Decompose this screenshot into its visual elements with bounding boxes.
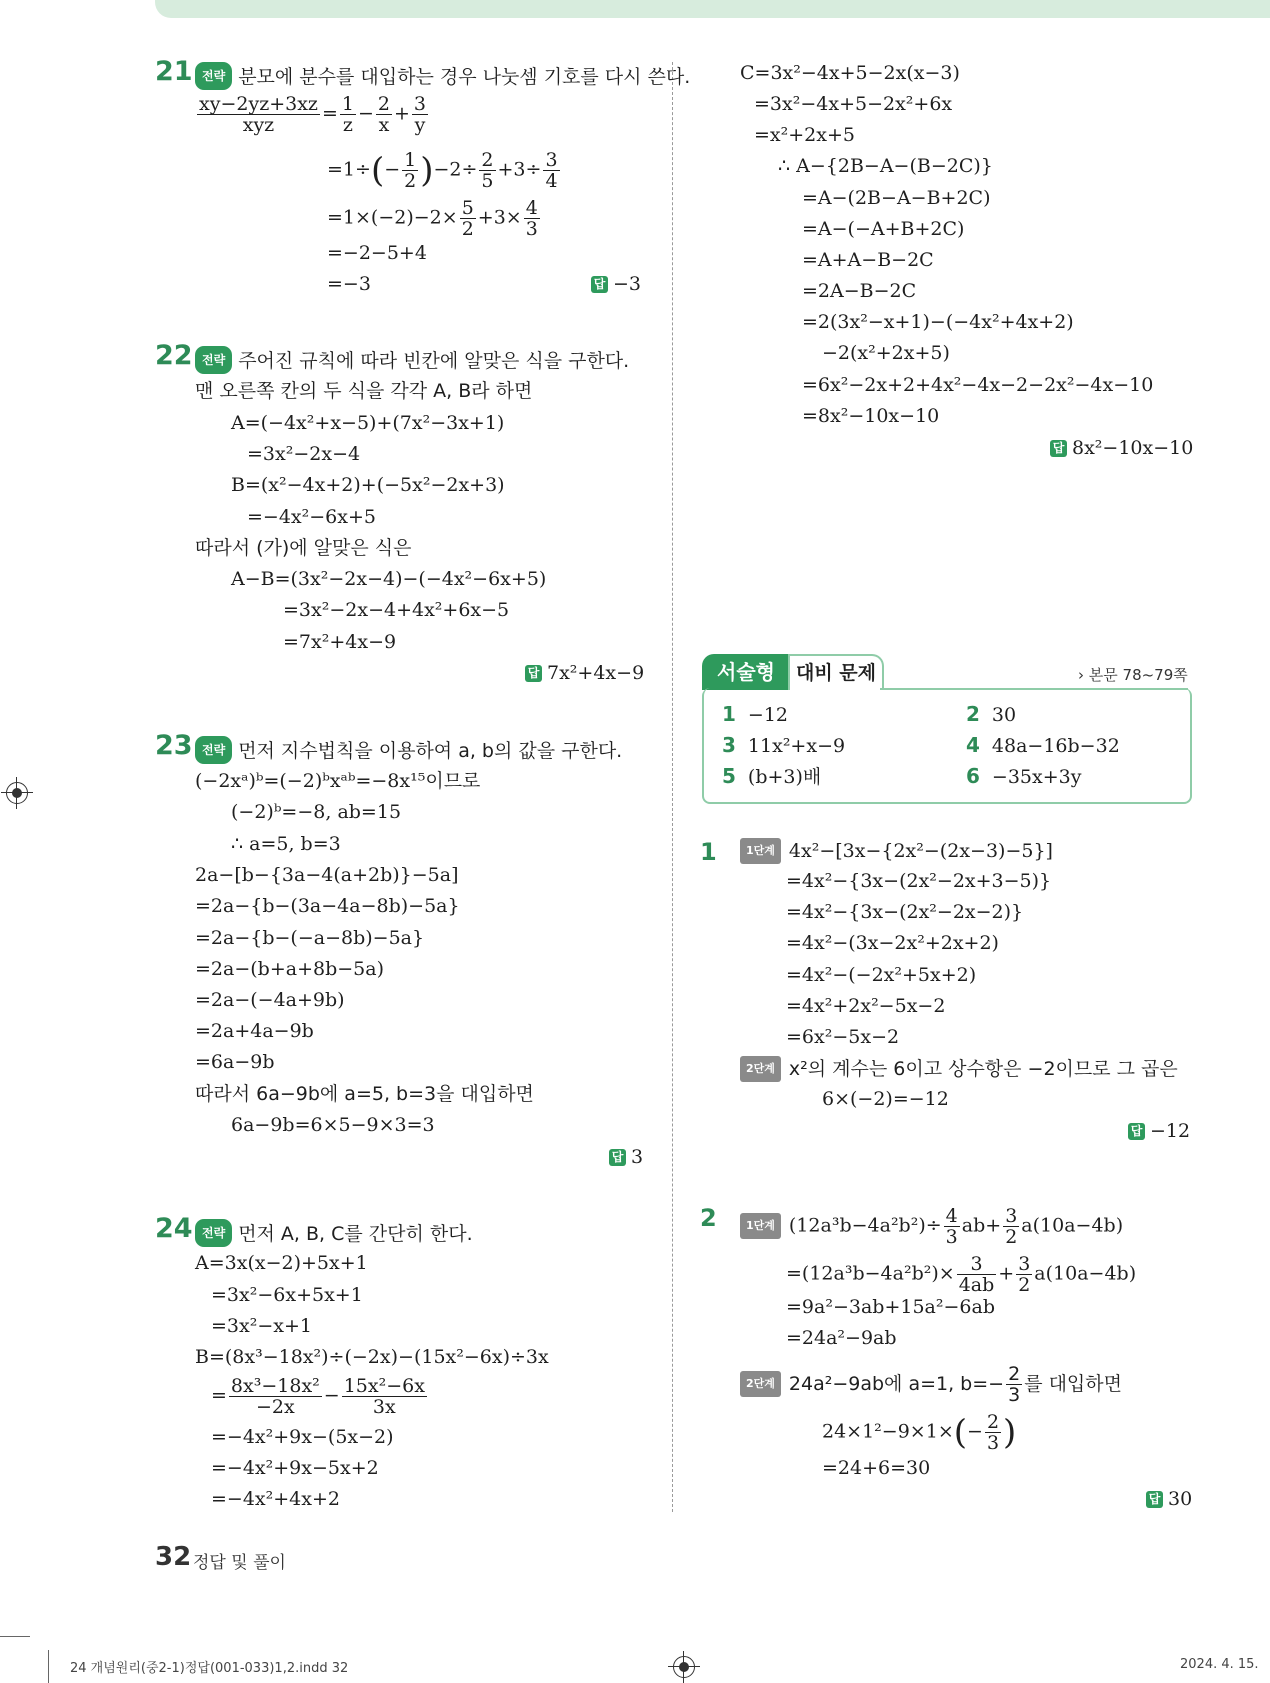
column-divider (672, 62, 673, 1512)
solution-1-number: 1 (700, 838, 717, 866)
p24c-line-11: =6x²−2x+2+4x²−4x−2−2x²−4x−10 (802, 374, 1154, 396)
problem-23-strategy (195, 736, 622, 764)
chevron-right-icon: › (1078, 666, 1084, 684)
p24c-line-12: =8x²−10x−10 (802, 405, 940, 427)
strategy-badge: 전략 (195, 62, 232, 90)
p24-line-8: =−4x²+4x+2 (211, 1488, 340, 1510)
strategy-text: 먼저 A, B, C를 간단히 한다. (238, 1223, 473, 1245)
registration-mark-icon (6, 782, 28, 804)
registration-mark-icon (673, 1656, 695, 1678)
p23-answer: 답 3 (609, 1145, 643, 1169)
step-badge: 1단계 (740, 838, 781, 864)
print-date: 2024. 4. 15. (1180, 1657, 1259, 1672)
p24-line-4: B=(8x³−18x²)÷(−2x)−(15x²−6x)÷3x (195, 1346, 549, 1368)
s1-line-7: =6x²−5x−2 (786, 1026, 900, 1048)
p24-answer: 답 8x²−10x−10 (1050, 436, 1193, 460)
summary-item: 2 30 (966, 702, 1017, 726)
summary-box (702, 688, 1192, 804)
p22-line-8: =7x²+4x−9 (283, 631, 397, 653)
answer-badge: 답 (1146, 1491, 1163, 1508)
answer-badge: 답 (609, 1149, 626, 1166)
problem-21-strategy (195, 62, 690, 90)
crop-mark (48, 1650, 49, 1683)
strategy-text: 먼저 지수법칙을 이용하여 a, b의 값을 구한다. (238, 740, 623, 762)
p24c-line-9: =2(3x²−x+1)−(−4x²+4x+2) (802, 311, 1074, 333)
summary-tab-label-2: 대비 문제 (788, 654, 884, 690)
summary-reference: › 본문 78~79쪽 (1078, 666, 1188, 684)
strategy-badge: 전략 (195, 736, 232, 764)
p23-line-1: (−2xᵃ)ᵇ=(−2)ᵇxᵃᵇ=−8x¹⁵이므로 (195, 770, 481, 792)
p24c-line-8: =2A−B−2C (802, 280, 917, 302)
p23-line-2: (−2)ᵇ=−8, ab=15 (231, 801, 402, 823)
solution-2-number: 2 (700, 1204, 717, 1232)
problem-23-number: 23 (155, 730, 193, 761)
problem-21-number: 21 (155, 56, 193, 87)
p22-line-5: 따라서 (가)에 알맞은 식은 (195, 537, 412, 559)
p24c-line-10: −2(x²+2x+5) (822, 342, 950, 364)
footer-label: 정답 및 풀이 (193, 1553, 286, 1573)
problem-24-strategy (195, 1219, 473, 1247)
p23-line-3: ∴ a=5, b=3 (231, 833, 341, 855)
p23-line-12: 6a−9b=6×5−9×3=3 (231, 1114, 435, 1136)
print-info: 24 개념원리(중2-1)정답(001-033)1,2.indd 32 (70, 1661, 349, 1676)
step-badge: 2단계 (740, 1371, 781, 1397)
s1-line-9: 6×(−2)=−12 (822, 1088, 949, 1110)
p22-line-1: A=(−4x²+x−5)+(7x²−3x+1) (231, 412, 505, 434)
p24-line-2: =3x²−6x+5x+1 (211, 1284, 363, 1306)
summary-item: 4 48a−16b−32 (966, 733, 1120, 757)
p23-line-10: =6a−9b (195, 1051, 275, 1073)
strategy-badge: 전략 (195, 346, 232, 374)
s2-line-1: 1단계 (12a³b−4a²b²)÷ $\frac{4}{3}$ ab+ $\frac{3}{2}$ a(10a−4b) (740, 1206, 1123, 1247)
problem-22-strategy (195, 346, 629, 374)
p23-line-7: =2a−(b+a+8b−5a) (195, 958, 384, 980)
p23-line-4: 2a−[b−{3a−4(a+2b)}−5a] (195, 864, 459, 886)
p23-line-5: =2a−{b−(3a−4a−8b)−5a} (195, 895, 460, 917)
p24c-line-2: =3x²−4x+5−2x²+6x (754, 93, 953, 115)
p22-line-7: =3x²−2x−4+4x²+6x−5 (283, 599, 510, 621)
s2-line-3: =9a²−3ab+15a²−6ab (786, 1296, 995, 1318)
p22-line-4: =−4x²−6x+5 (247, 506, 376, 528)
p22-intro: 맨 오른쪽 칸의 두 식을 각각 A, B라 하면 (195, 380, 533, 402)
page-number: 32 (155, 1542, 192, 1572)
s1-line-8: 2단계 x²의 계수는 6이고 상수항은 −2이므로 그 곱은 (740, 1056, 1178, 1082)
summary-tab-label-1: 서술형 (702, 654, 790, 690)
p21-line-5: =−3 (327, 273, 371, 295)
p24c-line-6: =A−(−A+B+2C) (802, 218, 965, 240)
step-badge: 2단계 (740, 1056, 781, 1082)
summary-item: 3 11x²+x−9 (722, 733, 846, 757)
strategy-text: 주어진 규칙에 따라 빈칸에 알맞은 식을 구한다. (238, 350, 630, 372)
step-badge: 1단계 (740, 1213, 781, 1239)
s1-line-5: =4x²−(−2x²+5x+2) (786, 964, 977, 986)
p24-line-7: =−4x²+9x−5x+2 (211, 1457, 379, 1479)
s2-line-2: =(12a³b−4a²b²)× $\frac{3}{4ab}$ + $\frac{3}{2}$ a(10a−4b) (786, 1253, 1137, 1296)
p24c-line-4: ∴ A−{2B−A−(B−2C)} (778, 155, 993, 177)
p23-line-6: =2a−{b−(−a−8b)−5a} (195, 927, 425, 949)
summary-item: 6 −35x+3y (966, 764, 1082, 788)
p24-line-5: = $\frac{\text{8x³−18x²}}{-2x}$ − $\frac{\text{15x²−6x}}{3x}$ (211, 1375, 425, 1418)
s1-answer: 답 −12 (1128, 1119, 1190, 1143)
p24-line-1: A=3x(x−2)+5x+1 (195, 1252, 368, 1274)
fraction: $\frac{xy-2yz+3xz}{\text{xyz}}$ (199, 93, 318, 136)
p21-line-4: =−2−5+4 (327, 242, 427, 264)
s2-line-4: =24a²−9ab (786, 1327, 897, 1349)
s1-line-1: 1단계 4x²−[3x−{2x²−(2x−3)−5}] (740, 838, 1053, 864)
p23-line-8: =2a−(−4a+9b) (195, 989, 345, 1011)
p21-line-2: =1÷(− $\frac{1}{2}$ )−2÷ $\frac{2}{5}$ +3÷ $\frac{3}{4}$ (327, 149, 558, 192)
p24-line-3: =3x²−x+1 (211, 1315, 312, 1337)
problem-22-number: 22 (155, 340, 193, 371)
p22-line-2: =3x²−2x−4 (247, 443, 361, 465)
p24c-line-3: =x²+2x+5 (754, 124, 855, 146)
answer-badge: 답 (525, 665, 542, 682)
p21-answer: 답 −3 (591, 272, 641, 296)
p23-line-11: 따라서 6a−9b에 a=5, b=3을 대입하면 (195, 1083, 534, 1105)
p22-line-3: B=(x²−4x+2)+(−5x²−2x+3) (231, 474, 505, 496)
p21-line-1: $\frac{xy-2yz+3xz}{\text{xyz}}$ = $\frac{1}{z}$ − $\frac{2}{x}$ + $\frac{3}{y}$ (199, 93, 426, 136)
s1-line-3: =4x²−{3x−(2x²−2x−2)} (786, 901, 1024, 923)
p22-answer: 답 7x²+4x−9 (525, 661, 644, 685)
p21-line-3: =1×(−2)−2× $\frac{5}{2}$ +3× $\frac{4}{3}$ (327, 197, 538, 240)
s2-line-6: 24×1²−9×1×(− $\frac{2}{3}$ ) (822, 1411, 1017, 1454)
p24c-line-5: =A−(2B−A−B+2C) (802, 187, 991, 209)
s2-line-5: 2단계 24a²−9ab에 a=1, b=− $\frac{2}{3}$ 를 대입하면 (740, 1364, 1122, 1405)
crop-mark (0, 1636, 30, 1637)
answer-badge: 답 (1050, 440, 1067, 457)
answer-badge: 답 (1128, 1123, 1145, 1140)
s2-answer: 답 30 (1146, 1487, 1192, 1511)
summary-item: 1 −12 (722, 702, 789, 726)
p22-line-6: A−B=(3x²−2x−4)−(−4x²−6x+5) (231, 568, 547, 590)
summary-item: 5 (b+3)배 (722, 764, 822, 788)
top-band (155, 0, 1270, 18)
p24-line-6: =−4x²+9x−(5x−2) (211, 1426, 394, 1448)
p24c-line-1: C=3x²−4x+5−2x(x−3) (740, 62, 960, 84)
p23-line-9: =2a+4a−9b (195, 1020, 314, 1042)
answer-badge: 답 (591, 276, 608, 293)
strategy-badge: 전략 (195, 1219, 232, 1247)
strategy-text: 분모에 분수를 대입하는 경우 나눗셈 기호를 다시 쓴다. (238, 66, 691, 88)
problem-24-number: 24 (155, 1213, 193, 1244)
s1-line-6: =4x²+2x²−5x−2 (786, 995, 946, 1017)
p24c-line-7: =A+A−B−2C (802, 249, 934, 271)
s1-line-4: =4x²−(3x−2x²+2x+2) (786, 932, 999, 954)
s2-line-7: =24+6=30 (822, 1457, 931, 1479)
s1-line-2: =4x²−{3x−(2x²−2x+3−5)} (786, 870, 1052, 892)
